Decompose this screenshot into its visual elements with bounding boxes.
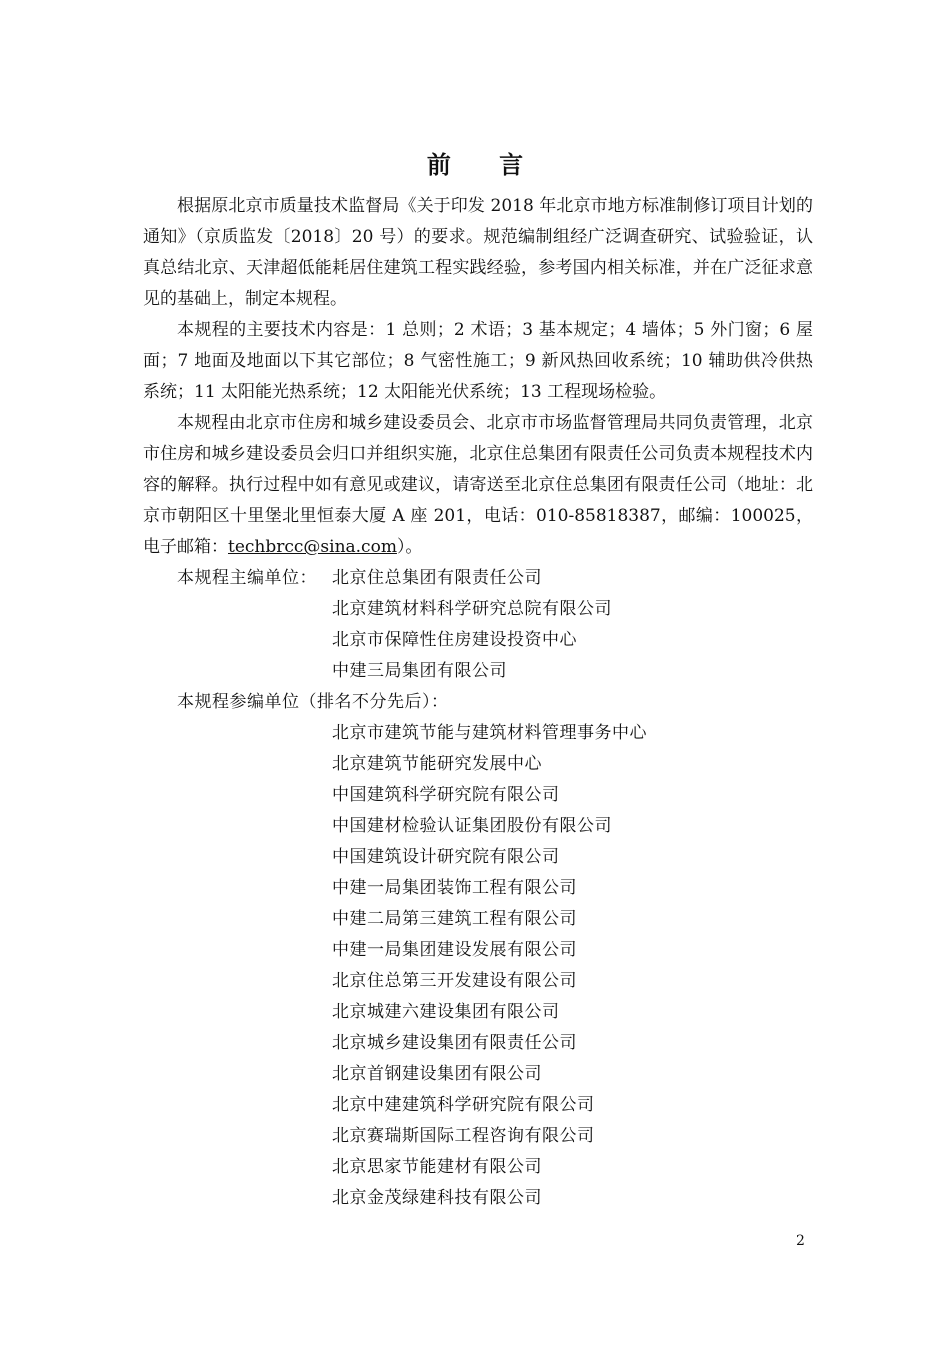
participating-editor-unit: 北京城建六建设集团有限公司: [332, 1002, 560, 1022]
participating-editor-unit: 北京首钢建设集团有限公司: [332, 1064, 542, 1084]
participating-editor-unit: 北京城乡建设集团有限责任公司: [332, 1033, 577, 1053]
participating-editor-unit: 北京赛瑞斯国际工程咨询有限公司: [332, 1126, 595, 1146]
preface-paragraph-management: [143, 408, 813, 563]
preface-body: [143, 191, 813, 1214]
management-text: 本规程由北京市住房和城乡建设委员会、北京市市场监督管理局共同负责管理，北京市住房和城乡建设委员会归口并组织实施，北京住总集团有限责任公司负责本规程技术内容的解释。执行过程中如有意见或建议，请寄送至北京住总集团有限责任公司（地址：北京市朝阳区十里堡北里恒泰大厦 A 座 201，电话：010-85818387，邮编：100025，电子邮箱：: [143, 413, 813, 557]
participating-editor-unit: 中建一局集团建设发展有限公司: [332, 940, 577, 960]
participating-editor-unit: 北京建筑节能研究发展中心: [332, 754, 542, 774]
participating-editor-unit: 中国建筑科学研究院有限公司: [332, 785, 560, 805]
chief-editor-unit: 北京住总集团有限责任公司: [332, 568, 542, 588]
participating-editor-units: [143, 687, 813, 1214]
participating-editor-unit: 北京市建筑节能与建筑材料管理事务中心: [332, 723, 647, 743]
chief-editor-unit: 中建三局集团有限公司: [332, 661, 507, 681]
participating-editor-unit: 北京金茂绿建科技有限公司: [332, 1188, 542, 1208]
chief-editor-row: [177, 563, 813, 594]
chief-editor-label: 本规程主编单位：: [177, 568, 317, 588]
participating-editor-unit: 北京思家节能建材有限公司: [332, 1157, 542, 1177]
chief-editor-unit: 北京建筑材料科学研究总院有限公司: [332, 599, 612, 619]
management-text-end: ）。: [396, 537, 423, 557]
page-number: 2: [796, 1233, 805, 1249]
participating-editor-unit: 中建二局第三建筑工程有限公司: [332, 909, 577, 929]
participating-editor-unit: 中建一局集团装饰工程有限公司: [332, 878, 577, 898]
participating-editor-label: 本规程参编单位（排名不分先后）：: [177, 692, 449, 712]
participating-editor-unit: 北京住总第三开发建设有限公司: [332, 971, 577, 991]
participating-editor-unit: 中国建材检验认证集团股份有限公司: [332, 816, 612, 836]
preface-paragraph-basis: 根据原北京市质量技术监督局《关于印发 2018 年北京市地方标准制修订项目计划的通知》（京质监发〔2018〕20 号）的要求。规范编制组经广泛调查研究、试验验证，认真总结北京、天津超低能耗居住建筑工程实践经验，参考国内相关标准，并在广泛征求意见的基础上，制定本规程。: [143, 196, 813, 309]
chief-editor-units: [143, 563, 813, 687]
preface-paragraph-contents: 本规程的主要技术内容是：1 总则；2 术语；3 基本规定；4 墙体；5 外门窗；6 屋面；7 地面及地面以下其它部位；8 气密性施工；9 新风热回收系统；10 辅助供冷供热系统；11 太阳能光热系统；12 太阳能光伏系统；13 工程现场检验。: [143, 320, 813, 402]
participating-editor-unit: 中国建筑设计研究院有限公司: [332, 847, 560, 867]
participating-editor-unit: 北京中建建筑科学研究院有限公司: [332, 1095, 595, 1115]
chief-editor-unit: 北京市保障性住房建设投资中心: [332, 630, 577, 650]
contact-email-link[interactable]: techbrcc@sina.com: [228, 537, 397, 557]
participating-editor-label-row: [177, 687, 813, 718]
page-title: 前 言: [426, 151, 544, 179]
